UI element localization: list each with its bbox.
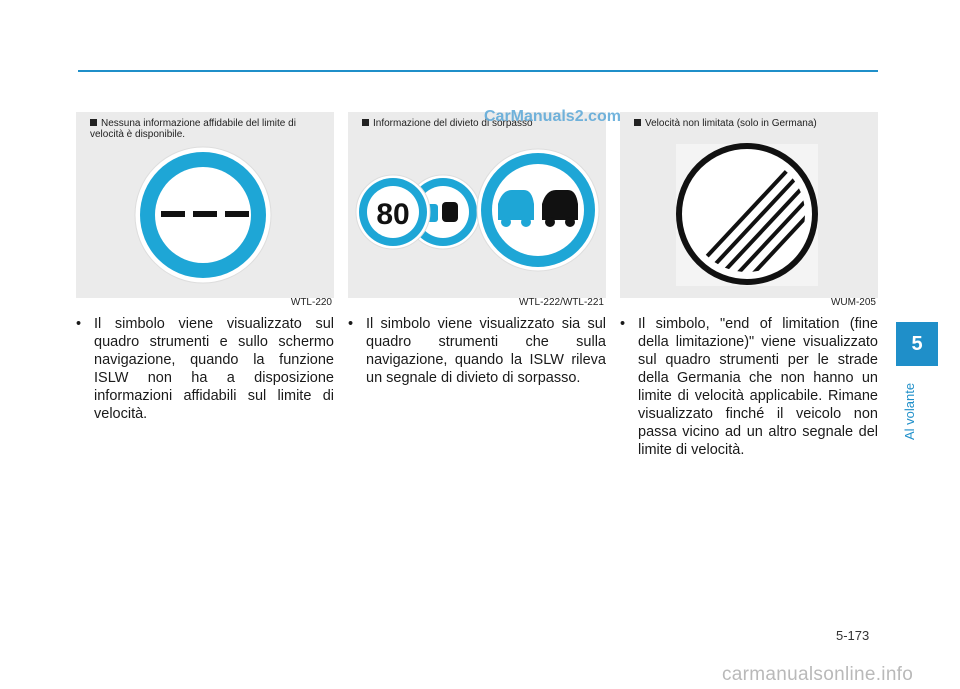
bullet: • [76, 316, 82, 332]
body-paragraph: • Il simbolo viene visualizzato sul quadro strumenti e sullo schermo navigazione, quando la funzione ISLW non ha a disposizione informazioni affidabili sul limite di velocità. [76, 316, 334, 422]
figure-panel-no-info [76, 112, 334, 308]
figure-caption: Nessuna informazione affidabile del limite di velocità è disponibile. [90, 118, 296, 140]
end-of-limitation-sign-icon [620, 112, 878, 298]
top-rule [78, 70, 878, 72]
figure-caption: Velocità non limitata (solo in Germana) [634, 118, 869, 129]
chapter-number-tab: 5 [896, 322, 938, 366]
speed-and-no-overtaking-signs-icon [348, 112, 606, 298]
figure-panel-no-overtaking [348, 112, 606, 308]
footer-watermark: carmanualsonline.info [722, 664, 914, 685]
figure-code: WTL-222/WTL-221 [518, 297, 604, 308]
speed-limit-value: 80 [376, 198, 410, 231]
bullet: • [348, 316, 354, 332]
no-speed-info-sign-icon [76, 112, 334, 298]
body-paragraph: • Il simbolo viene visualizzato sia sul quadro strumenti che sulla navigazione, quando la ISLW rileva un segnale di divieto di sorpasso. [348, 316, 606, 386]
figure-code: WTL-220 [290, 297, 332, 308]
figure-code: WUM-205 [830, 297, 876, 308]
bullet: • [620, 316, 626, 332]
body-paragraph: • Il simbolo, "end of limitation (fine della limitazione)" viene visualizzato sul quadro strumenti per le strade della Germania che non hanno un limite di velocità applicabile. Rimane visualizzato finché il veicolo non passa vicino ad un altro segnale del limite di velocità. [620, 316, 878, 458]
figure-panel-unlimited [620, 112, 878, 308]
figure-caption: Informazione del divieto di sorpasso [362, 118, 597, 129]
top-watermark: CarManuals2.com [484, 108, 621, 125]
page-number: 5-173 [836, 628, 870, 643]
chapter-title: Al volante [902, 382, 917, 440]
